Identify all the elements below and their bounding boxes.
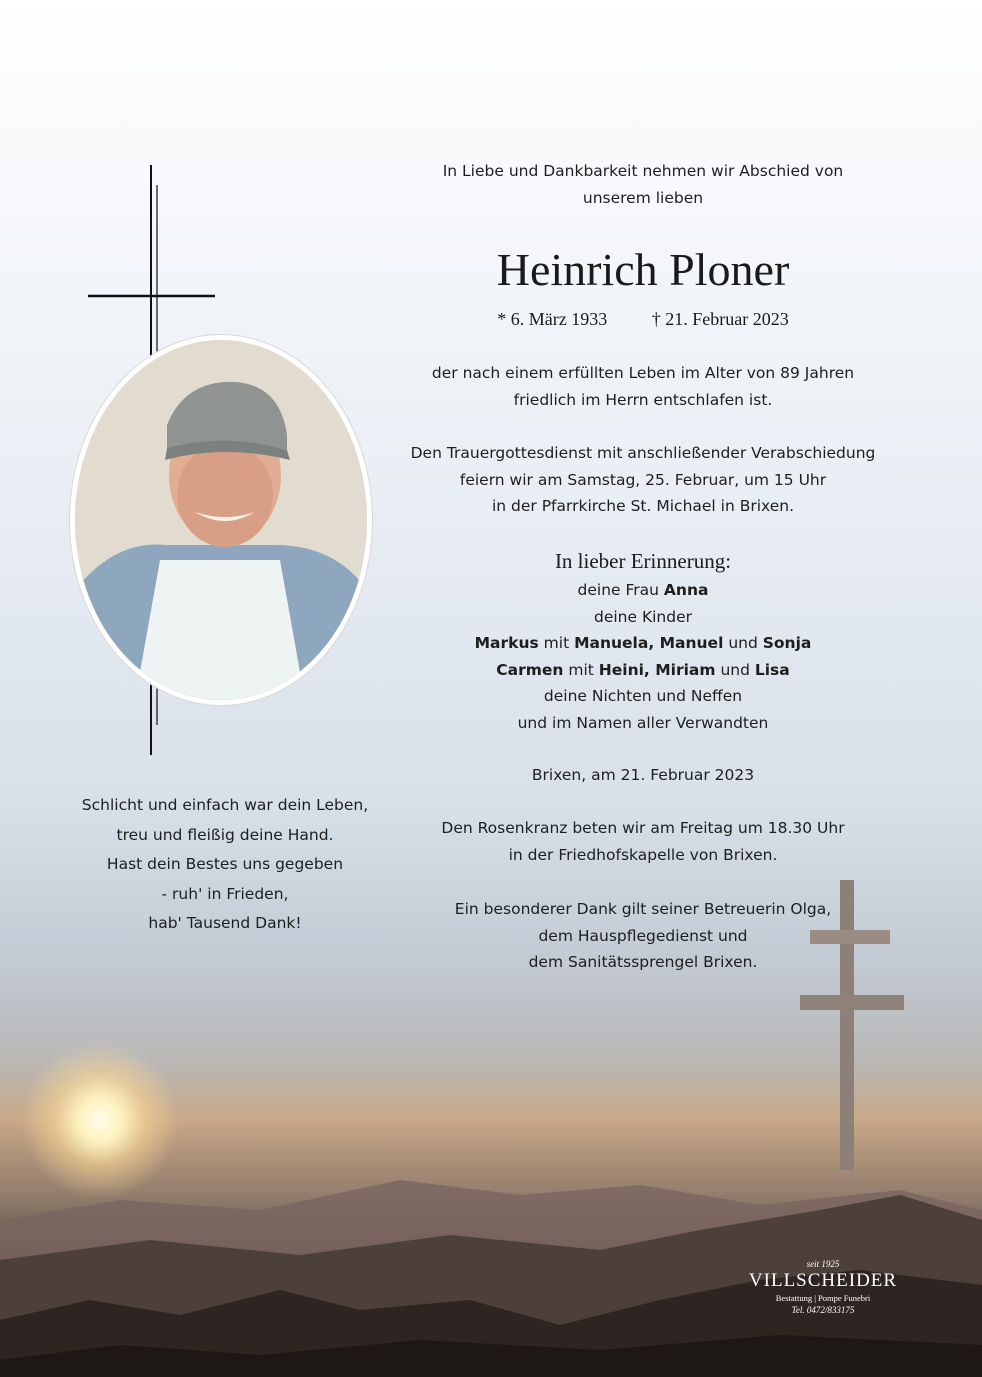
intro-line: unserem lieben [582, 188, 704, 207]
thanks-line: dem Sanitätssprengel Brixen. [528, 953, 758, 971]
birth-date: * 6. März 1933 [497, 309, 608, 329]
relatives-line: und im Namen aller Verwandten [517, 713, 769, 732]
family-name: Carmen [496, 660, 564, 679]
thanks-line: Ein besonderer Dank gilt seiner Betreuerin Olga, [454, 900, 832, 918]
portrait-frame [70, 335, 372, 705]
poem-line: Schlicht und einfach war dein Leben, [81, 796, 369, 814]
poem-line: Hast dein Bestes uns gegeben [106, 855, 344, 873]
children-label: deine Kinder [593, 607, 692, 626]
family-wife [400, 577, 886, 604]
rosary-line: Den Rosenkranz beten wir am Freitag um 18.30 Uhr [441, 819, 845, 837]
family-name: Lisa [754, 660, 790, 679]
rosary-line: in der Friedhofskapelle von Brixen. [508, 845, 778, 864]
service-line: Den Trauergottesdienst mit anschließender Verabschiedung [410, 444, 876, 462]
logo-brand: VILLSCHEIDER [748, 1270, 898, 1291]
life-text [400, 360, 886, 413]
logo-since: seit 1925 [806, 1259, 840, 1269]
life-line: der nach einem erfüllten Leben im Alter von 89 Jahren [431, 364, 855, 382]
nieces-line: deine Nichten und Neffen [543, 687, 743, 705]
logo-subtitle: Bestattung | Pompe Funebri [775, 1293, 871, 1303]
poem [60, 791, 390, 939]
memory-heading: In lieber Erinnerung: [554, 549, 732, 573]
life-line: friedlich im Herrn entschlafen ist. [513, 390, 773, 409]
thanks-text [400, 896, 886, 976]
poem-line: hab' Tausend Dank! [148, 914, 302, 932]
death-date: † 21. Februar 2023 [651, 309, 789, 329]
life-dates [400, 305, 886, 333]
family-name: Heini, Miriam [598, 660, 716, 679]
family-connector: mit [563, 660, 599, 679]
family-name: Markus [474, 634, 539, 652]
deceased-name: Heinrich Ploner [496, 244, 790, 295]
poem-line: - ruh' in Frieden, [161, 884, 289, 903]
family-connector: und [723, 634, 763, 652]
family-connector: mit [538, 634, 575, 652]
intro-text [400, 158, 886, 211]
rosary-text [400, 815, 886, 868]
family-row [400, 630, 886, 657]
logo-phone: Tel. 0472/833175 [791, 1305, 855, 1315]
portrait-photo [75, 340, 367, 700]
intro-line: In Liebe und Dankbarkeit nehmen wir Abschied von [442, 162, 844, 180]
wife-prefix: deine Frau [577, 581, 659, 599]
family-name: Sonja [762, 634, 812, 652]
service-line: in der Pfarrkirche St. Michael in Brixen. [491, 497, 795, 515]
family-connector: und [715, 660, 755, 679]
funeral-home-logo [748, 1258, 898, 1317]
portrait-illustration [75, 340, 367, 700]
wife-name: Anna [663, 581, 709, 599]
family-list [400, 577, 886, 736]
thanks-line: dem Hauspflegedienst und [538, 926, 748, 945]
service-text [400, 440, 886, 520]
service-line: feiern wir am Samstag, 25. Februar, um 15 Uhr [459, 470, 827, 489]
family-row [400, 657, 886, 684]
place-date: Brixen, am 21. Februar 2023 [531, 766, 755, 784]
poem-line: treu und fleißig deine Hand. [116, 825, 334, 844]
family-name: Manuela, Manuel [574, 634, 724, 652]
